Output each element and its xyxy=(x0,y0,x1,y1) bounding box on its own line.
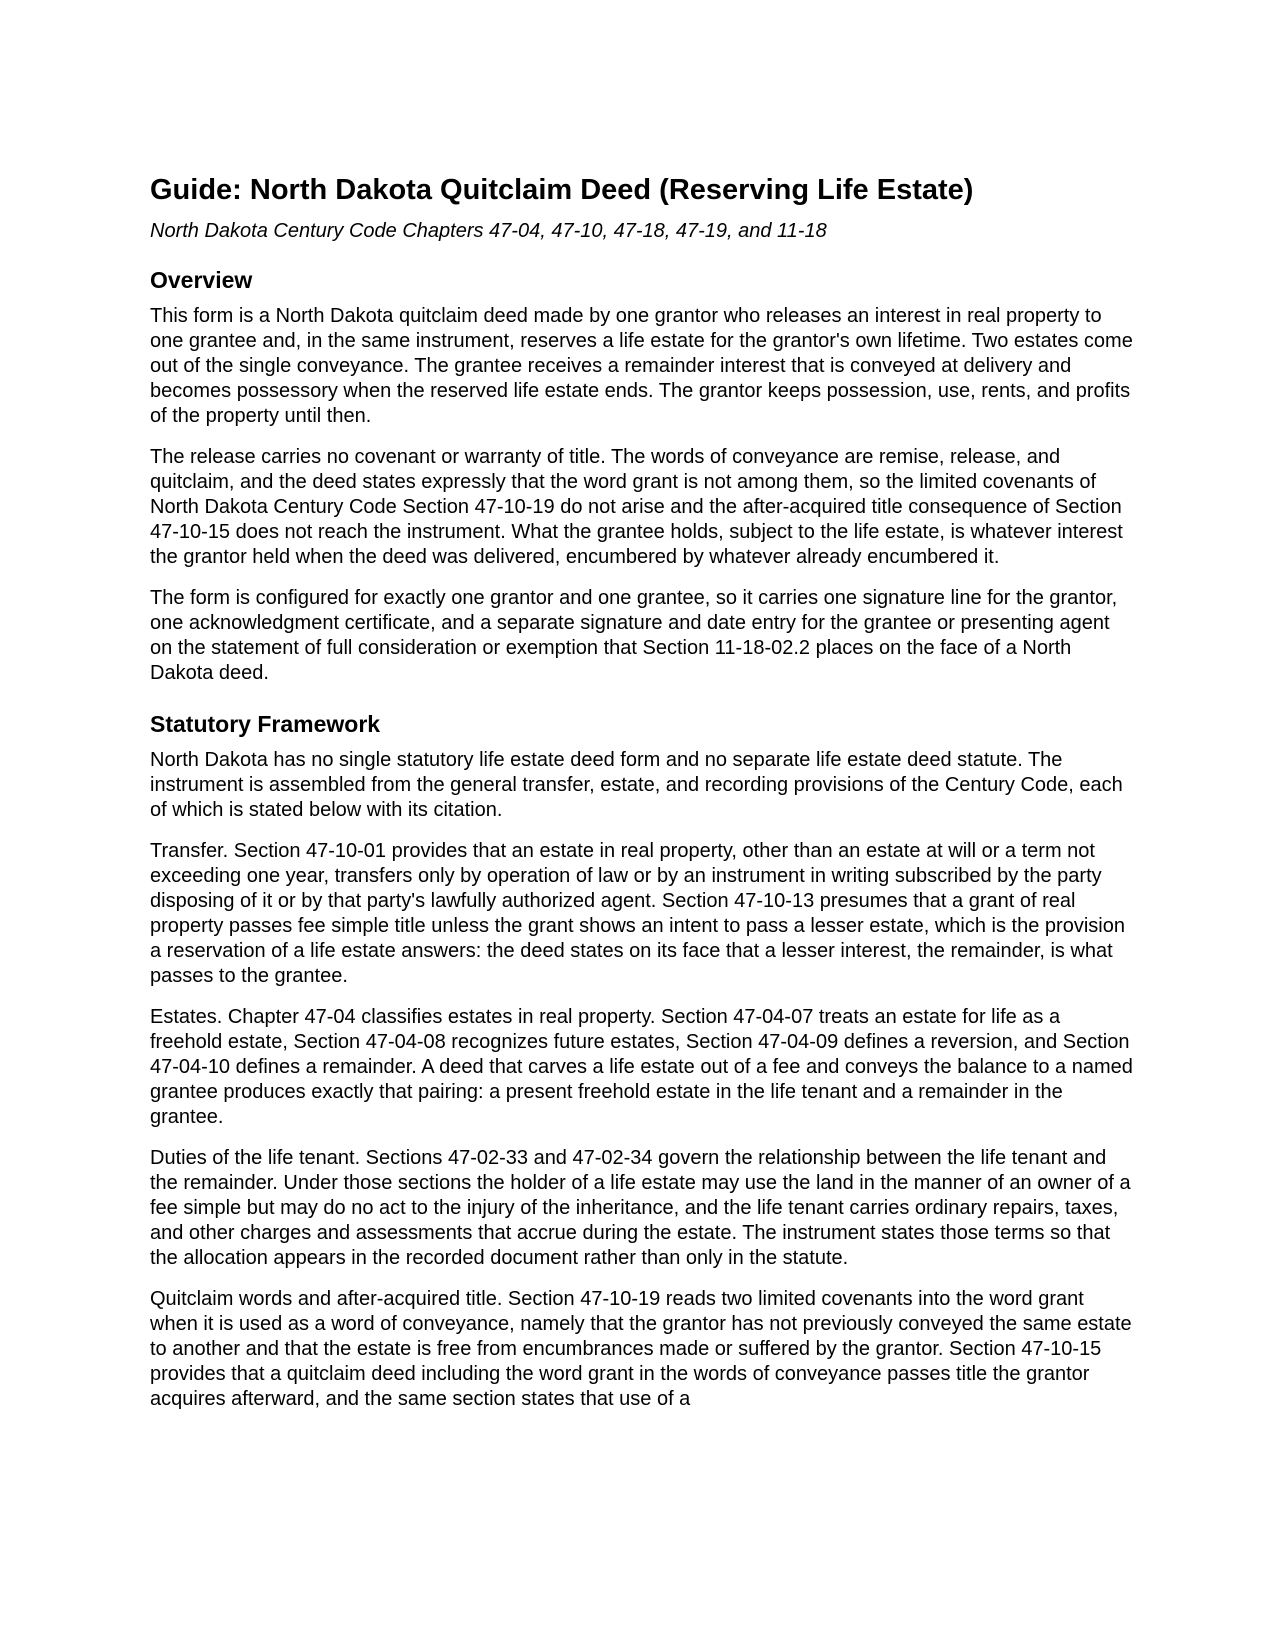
document-title: Guide: North Dakota Quitclaim Deed (Reserving Life Estate) xyxy=(150,174,974,206)
section-heading-overview: Overview xyxy=(150,267,253,293)
statutory-paragraph: Duties of the life tenant. Sections 47-02-33 and 47-02-34 govern the relationship between the life tenant and the remainder. Under those sections the holder of a life estate may use the land in the manner of an owner of a fee simple but may do no act to the injury of the inheritance, and the life tenant carries ordinary repairs, taxes, and other charges and assessments that accrue during the estate. The instrument states those terms so that the allocation appears in the recorded document rather than only in the statute. xyxy=(150,1147,1131,1269)
statutory-paragraph: North Dakota has no single statutory life estate deed form and no separate life estate deed statute. The instrument is assembled from the general transfer, estate, and recording provisions of the Century Code, each of which is stated below with its citation. xyxy=(150,749,1123,821)
overview-paragraph: The form is configured for exactly one grantor and one grantee, so it carries one signature line for the grantor, one acknowledgment certificate, and a separate signature and date entry for the grantee or presenting agent on the statement of full consideration or exemption that Section 11-18-02.2 places on the face of a North Dakota deed. xyxy=(150,587,1118,684)
overview-paragraph: This form is a North Dakota quitclaim deed made by one grantor who releases an interest in real property to one grantee and, in the same instrument, reserves a life estate for the grantor's own lifetime. Two estates come out of the single conveyance. The grantee receives a remainder interest that is conveyed at delivery and becomes possessory when the reserved life estate ends. The grantor keeps possession, use, rents, and profits of the property until then. xyxy=(150,305,1133,427)
statutory-paragraph: Estates. Chapter 47-04 classifies estates in real property. Section 47-04-07 treats an estate for life as a freehold estate, Section 47-04-08 recognizes future estates, Section 47-04-09 defines a reversion, and Section 47-04-10 defines a remainder. A deed that carves a life estate out of a fee and conveys the balance to a named grantee produces exactly that pairing: a present freehold estate in the life tenant and a remainder in the grantee. xyxy=(150,1006,1133,1128)
overview-paragraph: The release carries no covenant or warranty of title. The words of conveyance are remise, release, and quitclaim, and the deed states expressly that the word grant is not among them, so the limited covenants of North Dakota Century Code Section 47-10-19 do not arise and the after-acquired title consequence of Section 47-10-15 does not reach the instrument. What the grantee holds, subject to the life estate, is whatever interest the grantor held when the deed was delivered, encumbered by whatever already encumbered it. xyxy=(150,446,1123,568)
statutory-paragraph: Quitclaim words and after-acquired title. Section 47-10-19 reads two limited covenants into the word grant when it is used as a word of conveyance, namely that the grantor has not previously conveyed the same estate to another and that the estate is free from encumbrances made or suffered by the grantor. Section 47-10-15 provides that a quitclaim deed including the word grant in the words of conveyance passes title the grantor acquires afterward, and the same section states that use of a xyxy=(150,1288,1132,1410)
document-page xyxy=(150,172,1135,1428)
document-subtitle: North Dakota Century Code Chapters 47-04, 47-10, 47-18, 47-19, and 11-18 xyxy=(150,220,827,242)
section-heading-statutory-framework: Statutory Framework xyxy=(150,711,381,737)
statutory-paragraph: Transfer. Section 47-10-01 provides that an estate in real property, other than an estate at will or a term not exceeding one year, transfers only by operation of law or by an instrument in writing subscribed by the party disposing of it or by that party's lawfully authorized agent. Section 47-10-13 presumes that a grant of real property passes fee simple title unless the grant shows an intent to pass a lesser estate, which is the provision a reservation of a life estate answers: the deed states on its face that a lesser interest, the remainder, is what passes to the grantee. xyxy=(150,840,1125,987)
